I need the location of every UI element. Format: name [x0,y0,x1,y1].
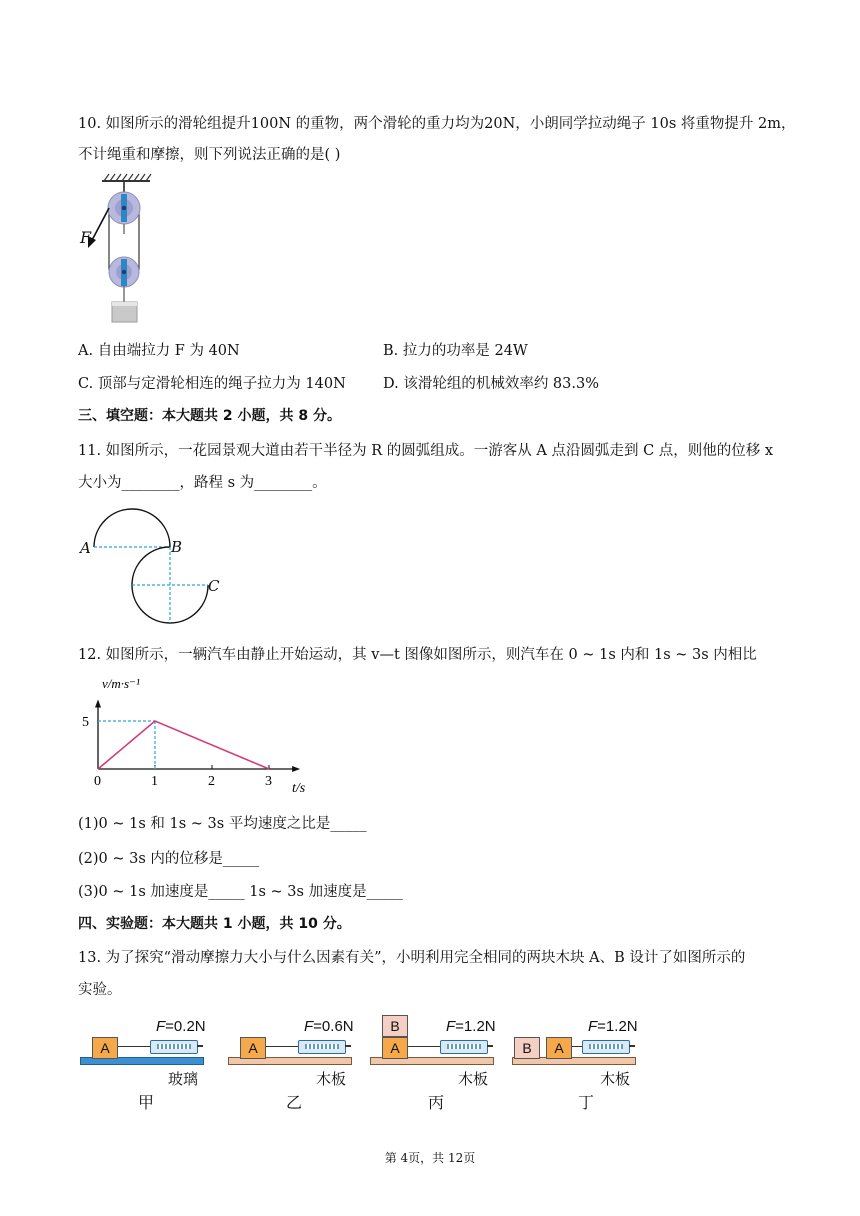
q13-stem-line2: 实验。 [78,982,122,998]
x-tick-label: 1 [151,774,158,789]
q12-sub3: (3)0 ~ 1s 加速度是_____ 1s ~ 3s 加速度是_____ [78,884,403,900]
point-b-label: B [171,538,183,556]
spring-scale [298,1040,346,1054]
q12-sub1: (1)0 ~ 1s 和 1s ~ 3s 平均速度之比是_____ [78,816,367,832]
y-axis-arrow [95,699,101,707]
force-reading: F=0.2N [156,1018,206,1035]
q12-sub2: (2)0 ~ 3s 内的位移是_____ [78,851,260,867]
spring-hook [345,1045,351,1047]
surface-label: 玻璃 [168,1070,199,1088]
spring-hook [629,1045,635,1047]
setup-name: 乙 [286,1093,303,1112]
setup-name: 甲 [138,1093,155,1112]
velocity-line [98,721,269,769]
vt-chart [76,672,316,802]
block-b: B [382,1015,408,1037]
x-axis-arrow [292,766,300,772]
spring-hook [487,1045,493,1047]
setup-name: 丙 [428,1093,445,1112]
force-label: F [80,228,92,247]
chart-xlabel: t/s [292,781,306,796]
section-3-heading: 三、填空题：本大题共 2 小题，共 8 分。 [78,408,341,424]
point-c-label: C [208,577,220,595]
block-a: A [546,1037,572,1059]
chart-ylabel: v/m·s⁻¹ [102,676,140,691]
setup-name: 丁 [578,1093,595,1112]
q11-stem-line2: 大小为________，路程 s 为________。 [78,475,327,491]
spring-scale [582,1040,630,1054]
pulley-diagram [76,174,176,324]
surface-label: 木板 [458,1070,489,1088]
q10-option-c: C. 顶部与定滑轮相连的绳子拉力为 140N [78,376,346,392]
q10-option-a: A. 自由端拉力 F 为 40N [78,343,240,359]
q10-option-d: D. 该滑轮组的机械效率约 83.3% [383,376,599,392]
q12-stem-line1: 12. 如图所示，一辆汽车由静止开始运动，其 v—t 图像如图所示，则汽车在 0 ~ 1s 内和 1s ~ 3s 内相比 [78,647,757,663]
arc-path-diagram [78,505,228,630]
rope [408,1046,440,1047]
rope [118,1046,150,1047]
q11-stem-line1: 11. 如图所示，一花园景观大道由若干半径为 R 的圆弧组成。一游客从 A 点沿圆弧走到 C 点，则他的位移 x [78,443,774,459]
q10-option-b: B. 拉力的功率是 24W [383,343,528,359]
block-b: B [514,1037,540,1059]
surface-label: 木板 [316,1070,347,1088]
y-tick-label: 5 [82,715,89,730]
x-tick-label: 2 [208,774,215,789]
x-tick-label: 0 [94,774,101,789]
force-reading: F=1.2N [446,1018,496,1035]
x-tick-label: 3 [265,774,272,789]
block-a: A [382,1037,408,1059]
section-4-heading: 四、实验题：本大题共 1 小题，共 10 分。 [78,916,351,932]
force-reading: F=0.6N [304,1018,354,1035]
q10-stem-line2: 不计绳重和摩擦，则下列说法正确的是( ) [78,147,341,163]
block-a: A [92,1037,118,1059]
spring-scale [150,1040,198,1054]
spring-hook [197,1045,203,1047]
rope [572,1046,582,1047]
rope [266,1046,298,1047]
point-a-label: A [80,539,91,557]
force-reading: F=1.2N [588,1018,638,1035]
block-a: A [240,1037,266,1059]
surface-label: 木板 [600,1070,631,1088]
spring-scale [440,1040,488,1054]
q13-stem-line1: 13. 为了探究“滑动摩擦力大小与什么因素有关”，小明利用完全相同的两块木块 A、B 设计了如图所示的 [78,950,746,966]
q10-stem-line1: 10. 如图所示的滑轮组提升100N 的重物，两个滑轮的重力均为20N，小朗同学拉动绳子 10s 将重物提升 2m， [78,116,796,132]
page-footer: 第 4页，共 12页 [384,1151,476,1165]
